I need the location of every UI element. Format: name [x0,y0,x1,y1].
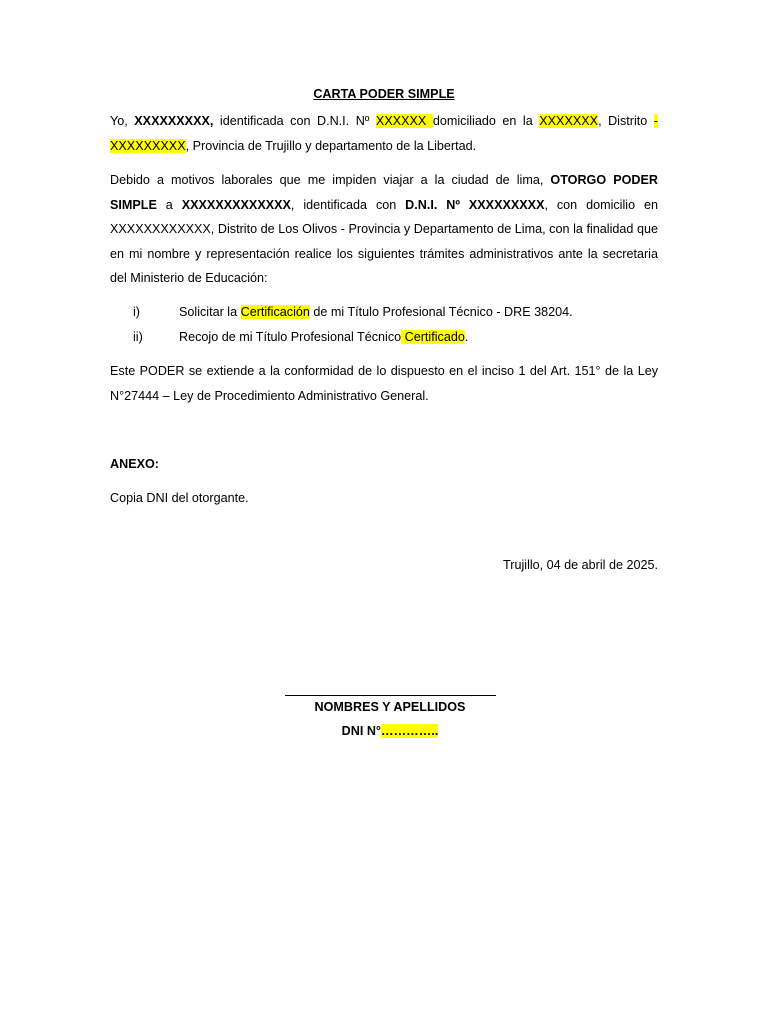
text: Debido a motivos laborales que me impiden viajar a la ciudad de lima, [110,173,551,187]
signature-line [285,695,496,696]
text: a [156,197,182,212]
attorney-name: XXXXXXXXXXXXX [181,197,291,212]
text: , Provincia de Trujillo y departamento de la Libertad. [185,138,477,153]
signature-dni-label: DNI N° [341,724,381,738]
text: , Distrito [598,114,654,128]
document-title: CARTA PODER SIMPLE [313,87,455,101]
grantor-name: XXXXXXXXX, [134,114,214,128]
text: . [464,330,469,344]
text: Yo, [110,114,135,128]
highlight-certified: Certificado [401,330,465,344]
attorney-dni: D.N.I. Nº XXXXXXXXX [405,197,545,212]
text: de mi Título Profesional Técnico - DRE 38204. [309,305,573,319]
grantor-address-highlight: XXXXXXX [539,114,599,128]
grant-phrase: OTORGO PODER SIMPLE [110,173,658,212]
text: , con domicilio en XXXXXXXXXXXX, Distrito de Los Olivos - Provincia y Departamento de Lima, con la finalidad que en mi nombre y representación realice los siguientes trámites administrativos ante la secretaria del Ministerio de Educación: [110,197,658,285]
signature-dni [0,724,768,738]
list-item [133,300,658,325]
text: Recojo de mi Título Profesional Técnico [179,330,402,344]
list-number: i) [133,305,140,319]
grantor-district-highlight: - XXXXXXXXX [110,114,658,153]
paragraph-legal-basis: Este PODER se extiende a la conformidad de lo dispuesto en el inciso 1 del Art. 151° de la Ley N°27444 – Ley de Procedimiento Administrativo General. [110,364,658,403]
grantor-dni-highlight: XXXXXX [375,114,433,128]
paragraph-grantor [110,109,658,158]
highlight-certification: Certificación [240,305,310,319]
paragraph-grant [110,168,658,291]
text: domiciliado en la [432,114,540,128]
text: Solicitar la [179,305,241,319]
signature-name: NOMBRES Y APELLIDOS [314,700,466,714]
text: , identificada con [290,197,406,212]
signature-dni-blank: ………….. [380,724,439,738]
text: identificada con D.N.I. Nº [213,114,376,128]
list-number: ii) [133,330,143,344]
date-place: Trujillo, 04 de abril de 2025. [503,558,658,572]
annex-item: Copia DNI del otorgante. [110,491,249,505]
list-item [133,325,658,350]
annex-heading: ANEXO: [110,457,159,471]
